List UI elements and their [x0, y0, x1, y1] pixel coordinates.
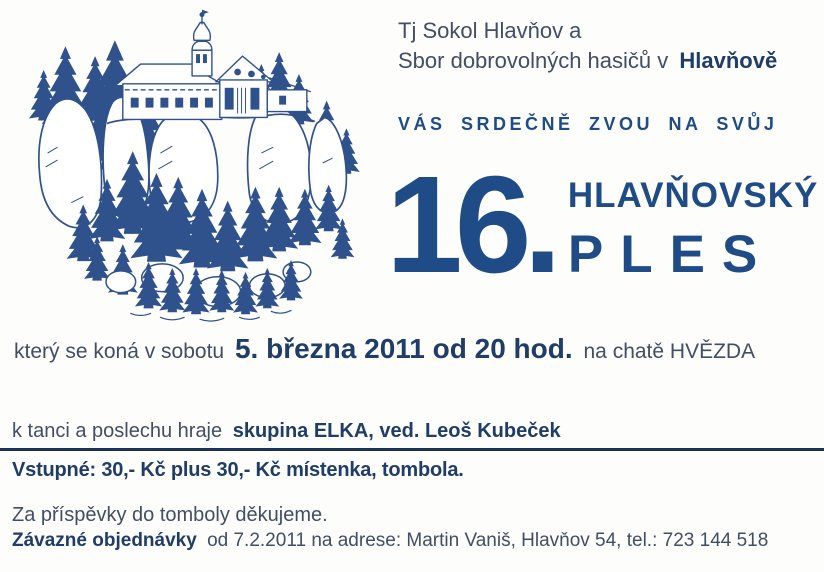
org-line-1: Tj Sokol Hlavňov a [398, 18, 582, 43]
entry-fee-line: Vstupné: 30,- Kč plus 30,- Kč místenka, tombola. [12, 459, 464, 481]
date-line [14, 333, 755, 365]
org-line-2 [398, 46, 777, 76]
boulders [106, 262, 311, 307]
date-time: 5. března 2011 od 20 hod. [234, 333, 573, 364]
orders-line [12, 530, 768, 552]
music-prefix: k tanci a poslechu hraje [12, 420, 223, 442]
org-line-2-bold: Hlavňově [679, 48, 778, 73]
org-line-2-regular: Sbor dobrovolných hasičů v [398, 48, 669, 73]
music-band: skupina ELKA, ved. Leoš Kubeček [232, 420, 561, 442]
tombola-thanks-line: Za příspěvky do tomboly děkujeme. [12, 504, 328, 526]
ball-name-line2: PLES [567, 225, 775, 284]
date-venue: na chatě HVĚZDA [583, 340, 756, 363]
ball-number: 16. [386, 148, 554, 302]
date-prefix: který se koná v sobotu [14, 340, 225, 363]
orders-rest: od 7.2.2011 na adrese: Martin Vaniš, Hlavňov 54, tel.: 723 144 518 [207, 530, 769, 551]
invitation-line: VÁS SRDEČNĚ ZVOU NA SVŮJ [398, 114, 778, 134]
ball-name [568, 166, 819, 285]
organizer-block [398, 16, 777, 76]
ball-title [386, 148, 819, 302]
separator-rule [0, 448, 824, 451]
chalet-illustration [12, 4, 388, 322]
music-line [12, 420, 561, 443]
orders-bold: Závazné objednávky [12, 530, 197, 551]
ground-strokes [131, 310, 291, 321]
ball-name-line1: HLAVŇOVSKÝ [567, 176, 819, 215]
